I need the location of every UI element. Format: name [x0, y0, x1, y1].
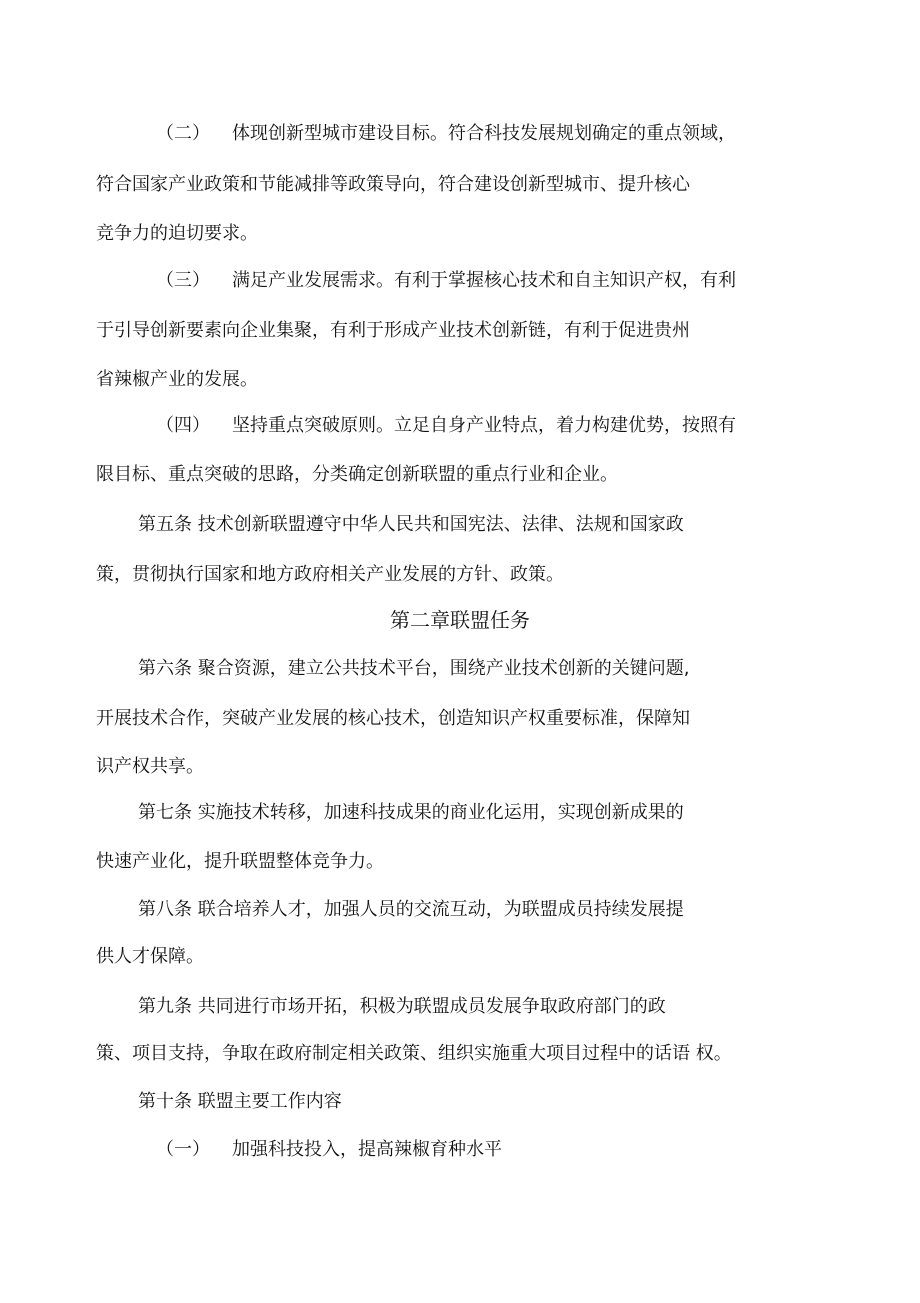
- article-9-line-2: 策、项目支持，争取在政府制定相关政策、组织实施重大项目过程中的话语 权。: [96, 1043, 732, 1064]
- paragraph-2-line-3: 竞争力的迫切要求。: [96, 223, 258, 244]
- article-7-line-2: 快速产业化，提升联盟整体竞争力。: [96, 851, 384, 872]
- clause-number: （四）: [156, 415, 210, 436]
- paragraph-3-line-2: 于引导创新要素向企业集聚，有利于形成产业技术创新链，有利于促进贵州: [96, 320, 690, 341]
- article-6-line-1: 第六条 聚合资源，建立公共技术平台，围绕产业技术创新的关键问题,: [138, 658, 690, 679]
- article-7-line-1: 第七条 实施技术转移，加速科技成果的商业化运用，实现创新成果的: [138, 802, 684, 823]
- clause-number: （二）: [156, 123, 210, 144]
- clause-number: （一）: [156, 1139, 210, 1160]
- item-1-line-1: [156, 1138, 502, 1162]
- paragraph-text: 加强科技投入，提高辣椒育种水平: [232, 1139, 502, 1160]
- article-8-line-2: 供人才保障。: [96, 946, 204, 967]
- article-8-line-1: 第八条 联合培养人才，加强人员的交流互动，为联盟成员持续发展提: [138, 899, 684, 920]
- paragraph-3-line-3: 省辣椒产业的发展。: [96, 369, 258, 390]
- paragraph-text: 满足产业发展需求。有利于掌握核心技术和自主知识产权，有利: [232, 270, 736, 291]
- paragraph-text: 坚持重点突破原则。立足自身产业特点，着力构建优势，按照有: [232, 415, 736, 436]
- article-5-line-1: 第五条 技术创新联盟遵守中华人民共和国宪法、法律、法规和国家政: [138, 514, 684, 535]
- article-9-line-1: 第九条 共同进行市场开拓，积极为联盟成员发展争取政府部门的政: [138, 996, 666, 1017]
- paragraph-2-line-1: [156, 122, 736, 146]
- chapter-heading: 第二章联盟任务: [390, 608, 530, 632]
- article-10-line-1: 第十条 联盟主要工作内容: [138, 1091, 342, 1112]
- article-6-line-3: 识产权共享。: [96, 756, 204, 777]
- clause-number: （三）: [156, 270, 210, 291]
- article-6-line-2: 开展技术合作，突破产业发展的核心技术，创造知识产权重要标准，保障知: [96, 708, 690, 729]
- paragraph-4-line-2: 限目标、重点突破的思路，分类确定创新联盟的重点行业和企业。: [96, 464, 618, 485]
- paragraph-4-line-1: [156, 414, 736, 438]
- article-5-line-2: 策，贯彻执行国家和地方政府相关产业发展的方针、政策。: [96, 564, 564, 585]
- paragraph-3-line-1: [156, 269, 736, 293]
- paragraph-2-line-2: 符合国家产业政策和节能减排等政策导向，符合建设创新型城市、提升核心: [96, 174, 690, 195]
- paragraph-text: 体现创新型城市建设目标。符合科技发展规划确定的重点领域，: [232, 123, 736, 144]
